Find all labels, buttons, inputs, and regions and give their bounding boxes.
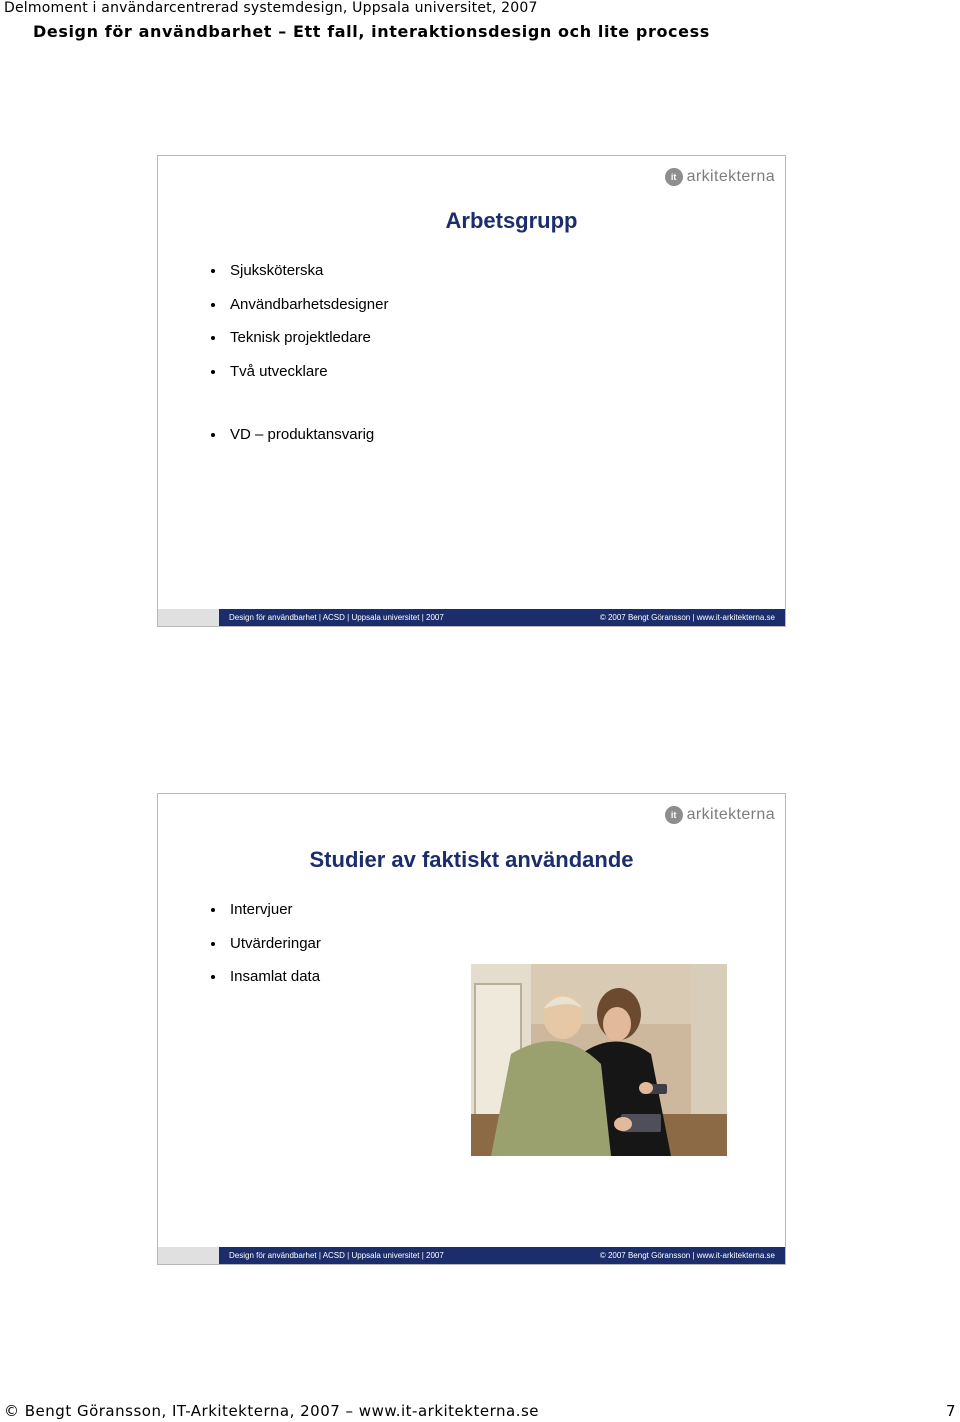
logo-wordmark: arkitekterna bbox=[686, 806, 775, 823]
footer-bar bbox=[219, 1247, 785, 1264]
bullet-list bbox=[230, 261, 388, 459]
bullet-list bbox=[230, 900, 321, 1001]
slide-studier bbox=[157, 793, 786, 1265]
document-footer bbox=[4, 1402, 956, 1422]
bullet-item: Intervjuer bbox=[230, 900, 321, 934]
footer-bar bbox=[219, 609, 785, 626]
it-logo-icon: it bbox=[665, 168, 683, 186]
bullet-item: Teknisk projektledare bbox=[230, 328, 388, 362]
bullet-item: VD – produktansvarig bbox=[230, 425, 388, 459]
slide-footer bbox=[158, 609, 785, 626]
company-logo bbox=[665, 166, 775, 188]
document-header-title: Design för användbarhet – Ett fall, interaktionsdesign och lite process bbox=[33, 22, 710, 41]
photo-illustration bbox=[471, 964, 727, 1156]
footer-course-text: Design för användbarhet | ACSD | Uppsala universitet | 2007 bbox=[229, 1251, 444, 1260]
slide-title: Arbetsgrupp bbox=[445, 208, 578, 233]
bullet-item: Användbarhetsdesigner bbox=[230, 295, 388, 329]
logo-wordmark: arkitekterna bbox=[686, 168, 775, 185]
it-logo-icon: it bbox=[665, 806, 683, 824]
footer-copyright-text: © 2007 Bengt Göransson | www.it-arkitekterna.se bbox=[599, 1251, 775, 1260]
slide-title: Studier av faktiskt användande bbox=[309, 847, 634, 872]
slide-footer bbox=[158, 1247, 785, 1264]
footer-course-text: Design för användbarhet | ACSD | Uppsala universitet | 2007 bbox=[229, 613, 444, 622]
company-logo bbox=[665, 804, 775, 826]
page-number: 7 bbox=[945, 1402, 956, 1420]
slide-arbetsgrupp bbox=[157, 155, 786, 627]
bullet-item: Utvärderingar bbox=[230, 934, 321, 968]
document-footer-credit: © Bengt Göransson, IT-Arkitekterna, 2007 – www.it-arkitekterna.se bbox=[4, 1402, 539, 1420]
bullet-item: Sjuksköterska bbox=[230, 261, 388, 295]
bullet-item: Insamlat data bbox=[230, 967, 321, 1001]
document-header-course: Delmoment i användarcentrerad systemdesign, Uppsala universitet, 2007 bbox=[4, 0, 538, 16]
user-study-photo bbox=[471, 964, 727, 1156]
bullet-item: Två utvecklare bbox=[230, 362, 388, 396]
footer-tab bbox=[158, 1247, 219, 1264]
footer-tab bbox=[158, 609, 219, 626]
footer-copyright-text: © 2007 Bengt Göransson | www.it-arkitekterna.se bbox=[599, 613, 775, 622]
